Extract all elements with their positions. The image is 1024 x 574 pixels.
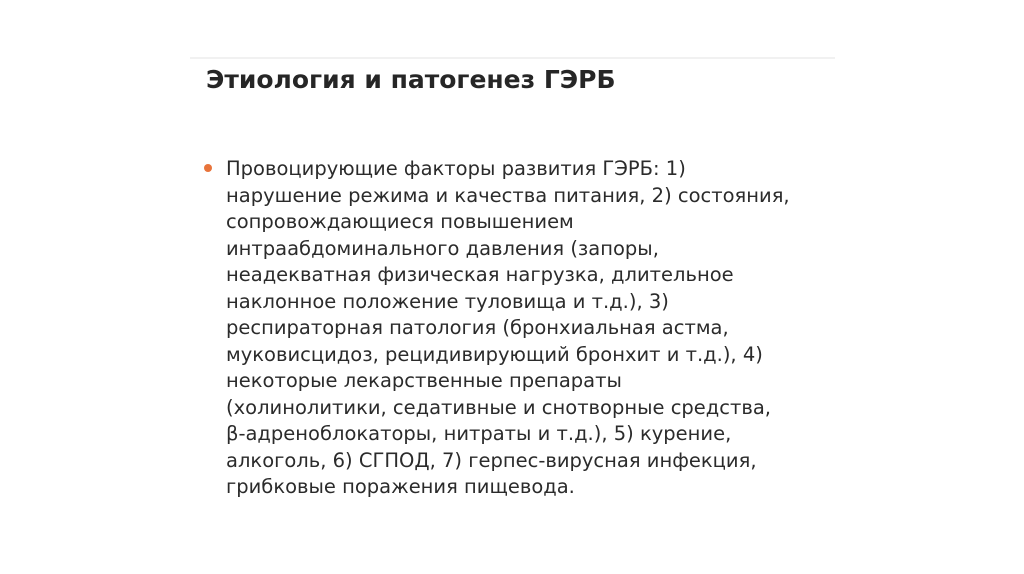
bullet-text-line: интраабдоминального давления (запоры, <box>226 236 659 260</box>
bullet-text-line: алкоголь, 6) СГПОД, 7) герпес-вирусная инфекция, <box>226 448 757 472</box>
slide-title: Этиология и патогенез ГЭРБ <box>206 65 616 94</box>
bullet-text-line: β-адреноблокаторы, нитраты и т.д.), 5) курение, <box>226 422 732 445</box>
bullet-text-line: нарушение режима и качества питания, 2) состояния, <box>226 183 790 207</box>
bullet-text-line: Провоцирующие факторы развития ГЭРБ: 1) <box>226 157 686 180</box>
bullet-text-line: (холинолитики, седативные и снотворные средства, <box>226 395 772 419</box>
bullet-text-line: наклонное положение туловища и т.д.), 3) <box>226 289 669 313</box>
bullet-text-line: респираторная патология (бронхиальная астма, <box>226 316 729 339</box>
bullet-item <box>204 156 834 501</box>
top-divider <box>190 57 835 59</box>
bullet-text-line: сопровождающиеся повышением <box>226 210 574 233</box>
bullet-text-line: грибковые поражения пищевода. <box>226 475 575 498</box>
bullet-text-line: некоторые лекарственные препараты <box>226 369 622 392</box>
bullet-list <box>204 156 834 501</box>
bullet-text-line: муковисцидоз, рецидивирующий бронхит и т.д.), 4) <box>226 342 763 366</box>
bullet-text-line: неадекватная физическая нагрузка, длительное <box>226 263 734 286</box>
bullet-dot-icon <box>204 164 212 172</box>
